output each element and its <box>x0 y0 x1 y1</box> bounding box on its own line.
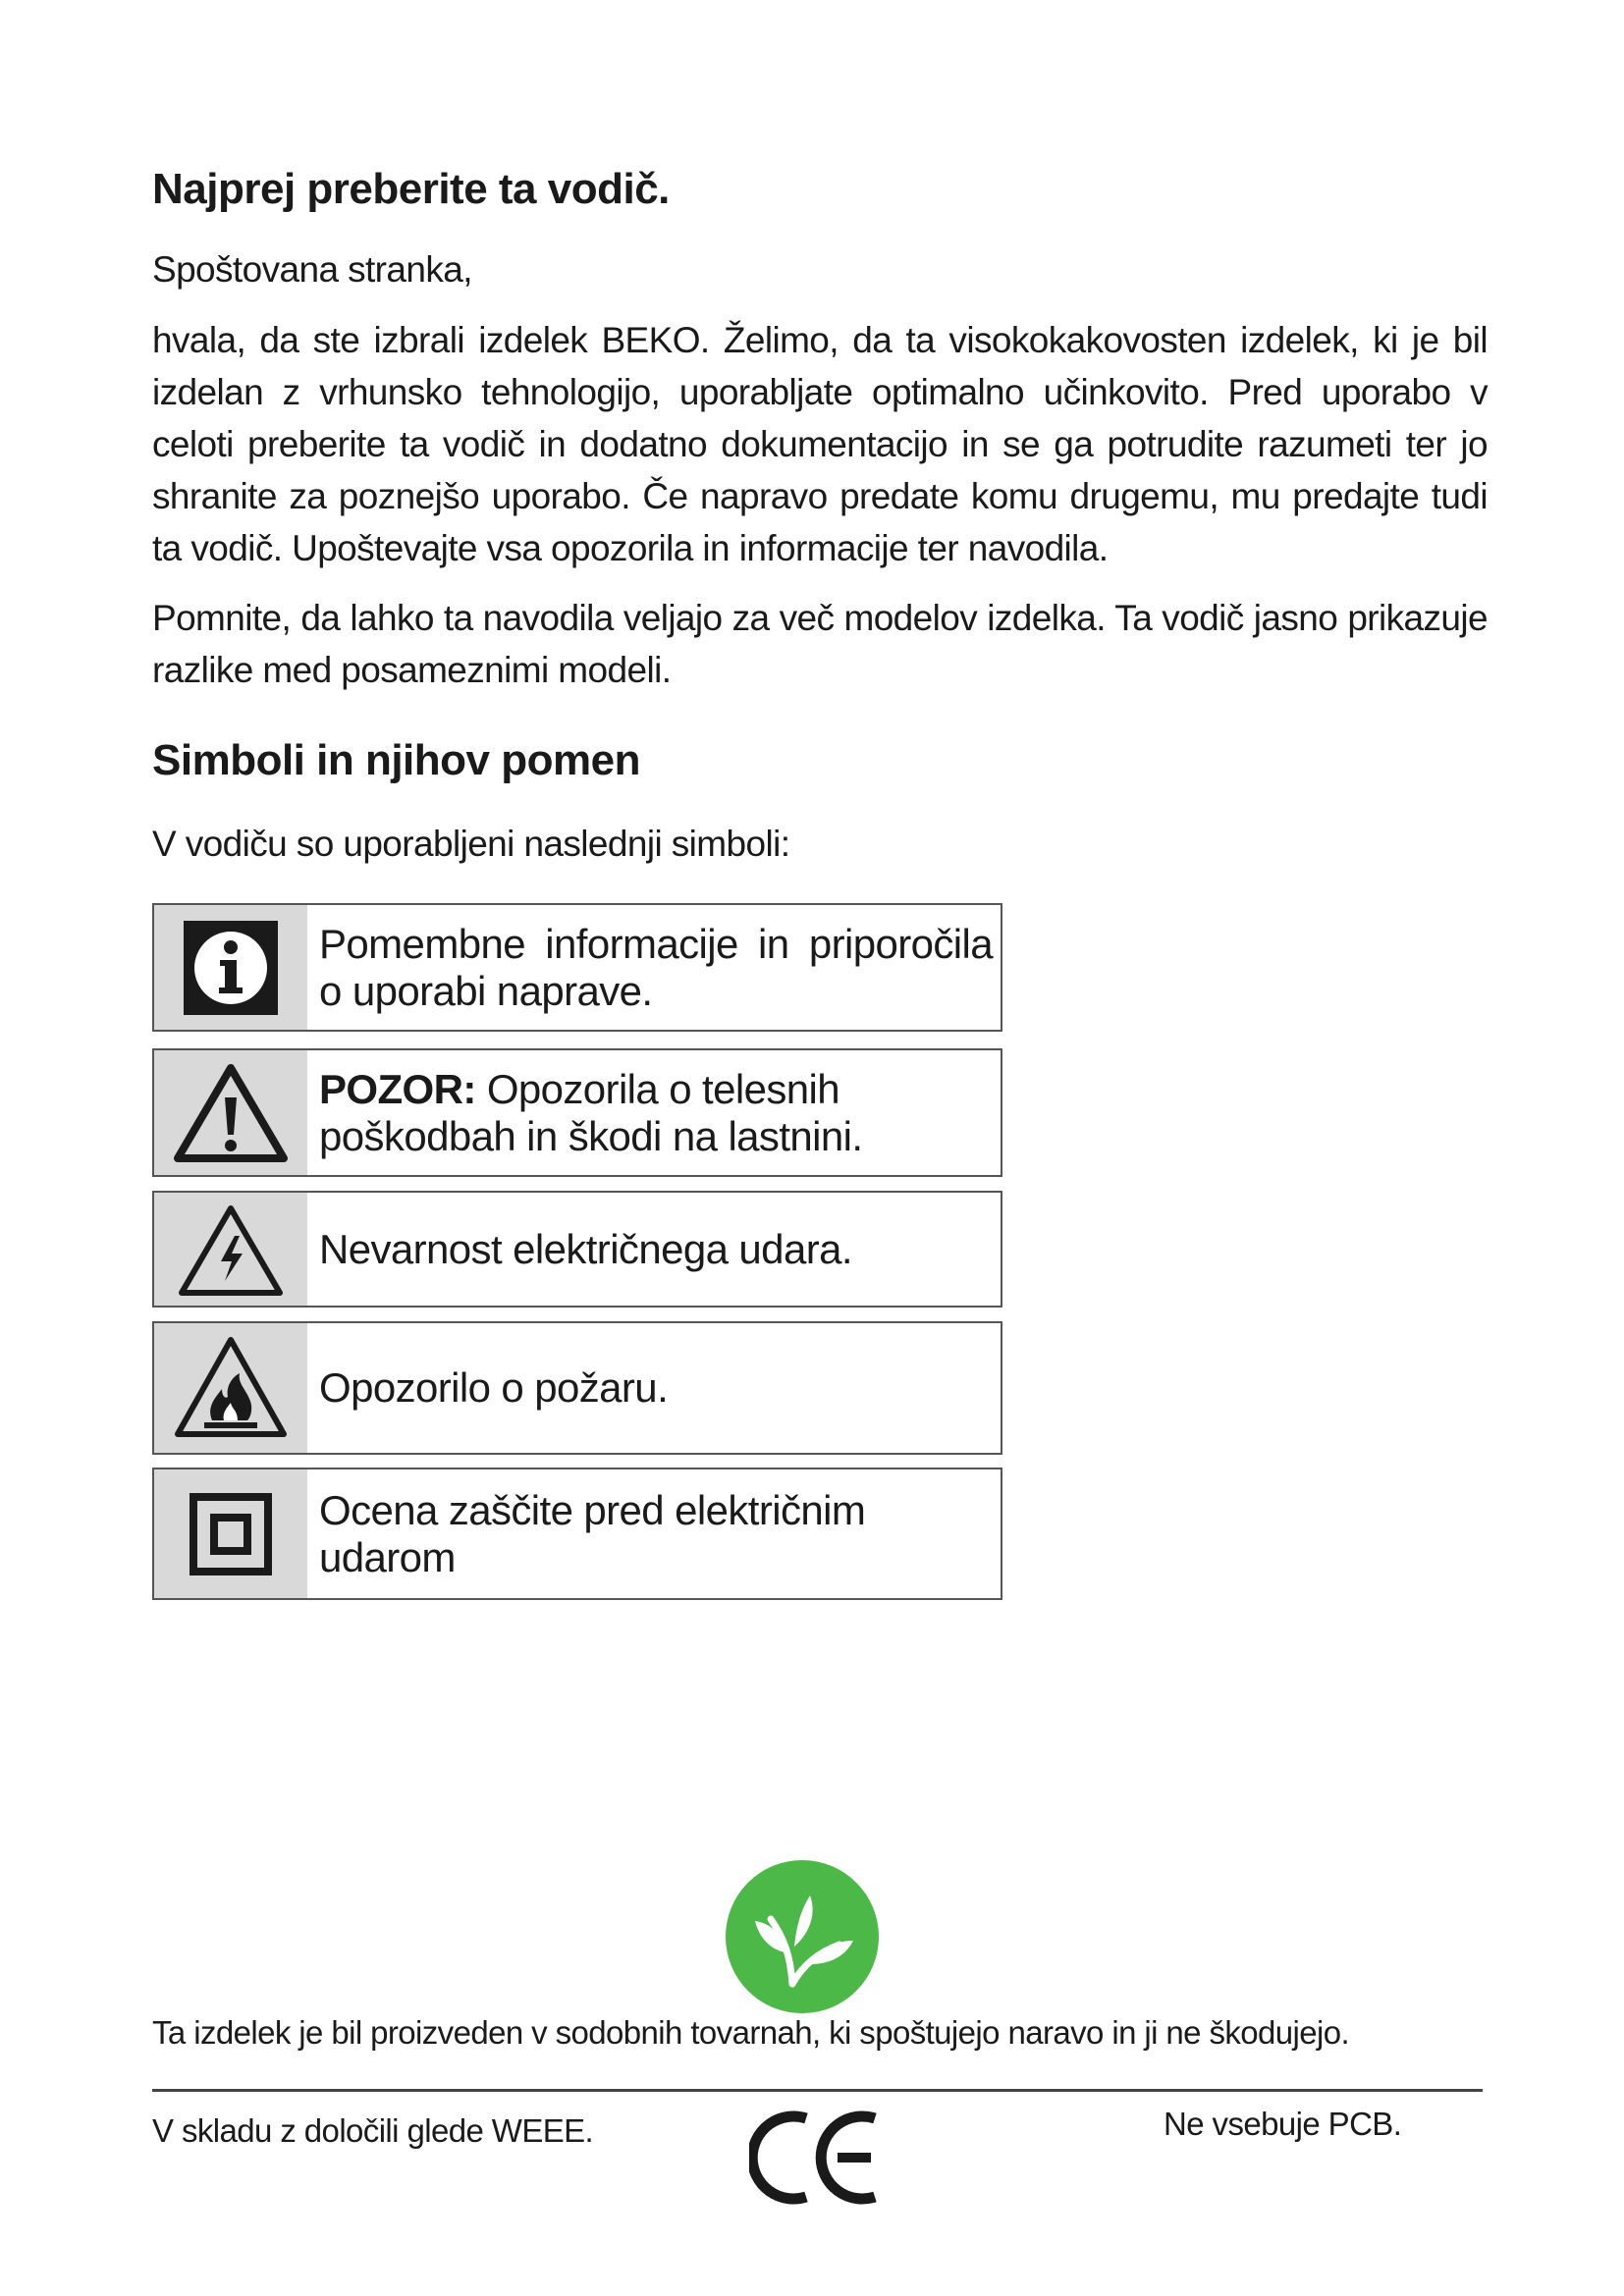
info-icon <box>184 921 278 1015</box>
warning-description: Opozorila o telesnih poškodbah in škodi na lastnini. <box>319 1065 863 1159</box>
symbol-text-protection-class: Ocena zaščite pred električnim udarom <box>319 1486 866 1580</box>
symbol-text-info: Pomembne informacije in priporočila o uporabi naprave. <box>319 920 993 1014</box>
symbol-row-electric-shock <box>152 1191 1002 1308</box>
eco-statement: Ta izdelek je bil proizveden v sodobnih tovarnah, ki spoštujejo naravo in ji ne škodujejo. <box>152 2014 1350 2051</box>
fire-icon <box>173 1334 289 1442</box>
pcb-statement: Ne vsebuje PCB. <box>1164 2106 1402 2142</box>
warning-label: POZOR: <box>319 1065 476 1112</box>
warning-icon <box>173 1062 289 1164</box>
symbol-text-electric-shock: Nevarnost električnega udara. <box>319 1225 852 1272</box>
leaf-icon <box>724 1858 881 2015</box>
symbol-text-fire: Opozorilo o požaru. <box>319 1364 669 1411</box>
symbol-row-protection-class <box>152 1468 1002 1600</box>
symbol-row-info <box>152 903 1002 1032</box>
double-insulation-icon <box>189 1493 272 1575</box>
page-title: Najprej preberite ta vodič. <box>152 165 670 213</box>
greeting: Spoštovana stranka, <box>152 249 472 290</box>
electric-shock-icon <box>175 1201 287 1299</box>
weee-statement: V skladu z določili glede WEEE. <box>152 2112 594 2149</box>
footer-divider <box>152 2089 1483 2092</box>
symbols-intro: V vodiču so uporabljeni naslednji simboli: <box>152 824 790 864</box>
symbol-text-warning <box>319 1066 993 1160</box>
symbol-row-warning <box>152 1048 1002 1177</box>
ce-mark-icon <box>749 2109 887 2207</box>
models-note-paragraph: Pomnite, da lahko ta navodila veljajo za več modelov izdelka. Ta vodič jasno prikazuje razlike med posameznimi modeli. <box>152 598 1488 690</box>
intro-paragraph: hvala, da ste izbrali izdelek BEKO. Želimo, da ta visokokakovosten izdelek, ki je bil izdelan z vrhunsko tehnologijo, uporabljate optimalno učinkovito. Pred uporabo v celoti preberite ta vodič in dodatno dokumentacijo in se ga potrudite razumeti ter jo shranite za poznejšo uporabo. Če napravo predate komu drugemu, mu predajte tudi ta vodič. Upoštevajte vsa opozorila in informacije ter navodila. <box>152 320 1488 568</box>
symbol-row-fire <box>152 1321 1002 1455</box>
symbols-heading: Simboli in njihov pomen <box>152 736 640 784</box>
